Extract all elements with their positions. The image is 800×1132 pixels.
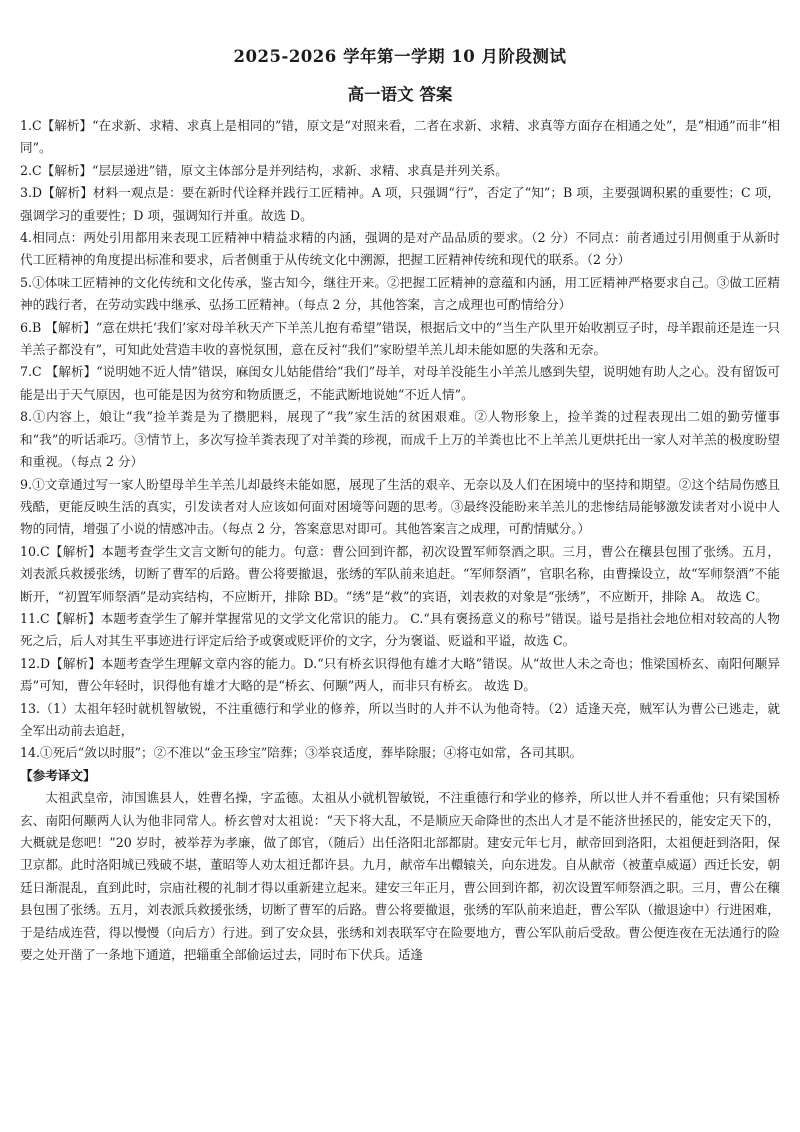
answer-5: 5.①体味工匠精神的文化传统和文化传承，鉴古知今，继往开来。②把握工匠精神的意蕴和内涵，用工匠精神严格要求自己。③做工匠精神的践行者，在劳动实践中继承、弘扬工匠精神。（每点 2 分，其他答案，言之成理也可酌情给分） (20, 274, 780, 313)
answer-3: 3.D【解析】材料一观点是：要在新时代诠释并践行工匠精神。A 项，只强调“行”，否定了“知”；B 项，主要强调积累的重要性；C 项，强调学习的重要性；D 项，强调知行并重。故选 D。 (20, 185, 780, 223)
answer-6: 6.B 【解析】“意在烘托‘我们’家对母羊秋天产下羊羔儿抱有希望”错误，根据后文中的“当生产队里开始收割豆子时，母羊跟前还是连一只羊羔子都没有”，可知此处营造丰收的喜悦氛围，意在反衬“我们”家盼望羊羔儿却未能如愿的失落和无奈。 (20, 319, 780, 358)
answer-1: 1.C【解析】“在求新、求精、求真上是相同的”错，原文是“对照来看，二者在求新、求精、求真等方面存在相通之处”，是“相通”而非“相同”。 (20, 118, 780, 156)
answer-10: 10.C【解析】本题考查学生文言文断句的能力。句意：曹公回到许都，初次设置军师祭酒之职。三月，曹公在穰县包围了张绣。五月，刘表派兵救援张绣，切断了曹军的后路。曹公将要撤退，张绣的军队前来追赶。“军师祭酒”，官职名称，由曹操设立，故“军师祭酒”不能断开，“初置军师祭酒”是动宾结构，不应断开，排除 BD。“绣”是“救”的宾语，刘表救的对象是“张绣”，不应断开，排除 A。 故选 C。 (20, 543, 780, 604)
translation-heading: 【参考译文】 (20, 767, 96, 783)
answer-9: 9.①文章通过写一家人盼望母羊生羊羔儿却最终未能如愿，展现了生活的艰辛、无奈以及人们在困境中的坚持和期望。②这个结局伤感且残酷，更能反映生活的真实，引发读者对人应该如何面对困境等问题的思考。③最终没能盼来羊羔儿的悲惨结局能够激发读者对小说中人物的同情，增强了小说的情感冲击。（每点 2 分，答案意思对即可。其他答案言之成理，可酌情赋分。） (20, 476, 780, 537)
document-subtitle: 高一语文 答案 (347, 85, 453, 104)
answer-8: 8.①内容上，娘让“我”捡羊粪是为了攒肥料，展现了“我”家生活的贫困艰难。②人物形象上，捡羊粪的过程表现出二姐的勤劳懂事和“我”的听话乖巧。③情节上，多次写捡羊粪表现了对羊粪的珍视，而成千上万的羊粪也比不上羊羔儿更烘托出一家人对羊羔的极度盼望和重视。（每点 2 分） (20, 409, 780, 470)
document-title: 2025-2026 学年第一学期 10 月阶段测试 (233, 47, 567, 66)
answer-12: 12.D【解析】本题考查学生理解文章内容的能力。D.“只有桥玄识得他有雄才大略”错误。从“故世人未之奇也；惟梁国桥玄、南阳何颙异焉”可知，曹公年轻时，识得他有雄才大略的是“桥玄、何颙”两人，而非只有桥玄。 故选 D。 (20, 655, 780, 694)
answer-7: 7.C 【解析】“说明她不近人情”错误，麻闺女儿姑能借给“我们”母羊，对母羊没能生小羊羔儿感到失望，说明她有助人之心。没有留饭可能是出于天气原因，也可能是因为贫穷和物质匮乏，不能武断地说她“不近人情”。 (20, 364, 780, 402)
translation-text: 太祖武皇帝，沛国谯县人，姓曹名操，字孟德。太祖从小就机智敏锐，不注重德行和学业的修养，所以世人并不看重他；只有梁国桥玄、南阳何颙两人认为他非同常人。桥玄曾对太祖说：“天下将大乱，不是顺应天命降世的杰出人才是不能济世拯民的，能安定天下的，大概就是您吧！”20 岁时，被举荐为孝廉，做了郎官，（随后）出任洛阳北部都尉。建安元年七月，献帝回到洛阳，太祖便赶到洛阳，保卫京都。此时洛阳城已残破不堪，董昭等人劝太祖迁都许县。九月，献帝车出轘辕关，向东进发。自从献帝（被董卓威逼）西迁长安，朝廷日渐混乱，直到此时，宗庙社稷的礼制才得以重新建立起来。建安三年正月，曹公回到许都，初次设置军师祭酒之职。三月，曹公在穰县包围了张绣。五月，刘表派兵救援张绣，切断了曹军的后路。曹公将要撤退，张绣的军队前来追赶，曹公军队（撤退途中）行进困难，于是结成连营，得以慢慢（向后方）行进。到了安众县，张绣和刘表联军守在险要地方，曹公军队前后受敌。曹公便连夜在无法通行的险要之处开凿了一条地下通道，把辎重全部偷运过去，同时布下伏兵。适逢 (20, 790, 780, 963)
answer-14: 14.①死后“敛以时服”；②不准以“金玉珍宝”陪葬；③举哀适度，葬毕除服；④将屯如常，各司其职。 (20, 745, 583, 761)
answer-13: 13.（1）太祖年轻时就机智敏锐，不注重德行和学业的修养，所以当时的人并不认为他奇特。（2）适逢天亮，贼军认为曹公已逃走，就全军出动前去追赶， (20, 700, 780, 738)
answer-2: 2.C【解析】“层层递进”错，原文主体部分是并列结构，求新、求精、求真是并列关系。 (20, 162, 508, 178)
answer-11: 11.C【解析】本题考查学生了解并掌握常见的文学文化常识的能力。 C.“具有褒扬意义的称号”错误。谥号是指社会地位相对较高的人物死之后，后人对其生平事迹进行评定后给予或褒或贬评价的文字，分为褒谥、贬谥和平谥，故选 C。 (20, 610, 780, 649)
answer-4: 4.相同点：两处引用都用来表现工匠精神中精益求精的内涵，强调的是对产品品质的要求。（2 分）不同点：前者通过引用侧重于从新时代工匠精神的角度提出标准和要求，后者侧重于从传统文化中溯源，把握工匠精神传统和现代的联系。（2 分） (20, 230, 780, 268)
answer-sheet (20, 46, 780, 966)
